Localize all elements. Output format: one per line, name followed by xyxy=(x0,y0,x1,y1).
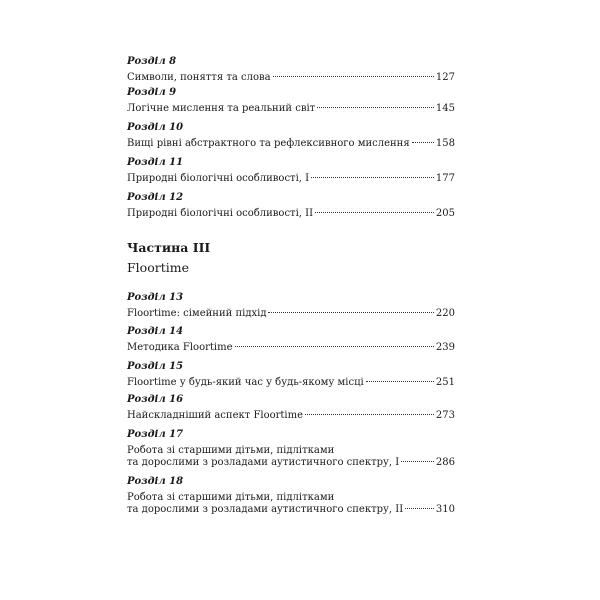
chapter-title: Природні біологічні особливості, II xyxy=(127,208,314,219)
dot-leader xyxy=(412,142,434,143)
chapter-title: Природні біологічні особливості, I xyxy=(127,173,310,184)
chapter-label: Розділ 16 xyxy=(127,394,184,405)
toc-entry xyxy=(127,292,455,320)
toc-entry xyxy=(127,157,455,185)
page-number: 273 xyxy=(435,410,455,421)
toc-entry xyxy=(127,56,455,84)
chapter-label: Розділ 9 xyxy=(127,87,177,98)
chapter-title-line[interactable]: Робота зі старшими дітьми, підлітками xyxy=(127,492,335,503)
toc-entry xyxy=(127,394,455,422)
chapter-label: Розділ 15 xyxy=(127,361,184,372)
dot-leader xyxy=(273,76,434,77)
toc-entry xyxy=(127,87,455,115)
chapter-title: Методика Floortime xyxy=(127,342,233,353)
toc-line[interactable] xyxy=(127,138,455,150)
chapter-title: Floortime: сімейний підхід xyxy=(127,308,267,319)
part-heading xyxy=(127,240,455,275)
toc-line[interactable] xyxy=(127,504,455,516)
chapter-label: Розділ 8 xyxy=(127,56,177,67)
chapter-title: Логічне мислення та реальний світ xyxy=(127,103,316,114)
toc-entry xyxy=(127,429,455,469)
chapter-title: та дорослими з розладами аутистичного спектру, II xyxy=(127,504,404,515)
toc-entry xyxy=(127,192,455,220)
toc-entry xyxy=(127,476,455,516)
page-number: 145 xyxy=(435,103,455,114)
toc-entry xyxy=(127,326,455,354)
chapter-title: Вищі рівні абстрактного та рефлексивного мислення xyxy=(127,138,410,149)
toc-line[interactable] xyxy=(127,103,455,115)
toc-line[interactable] xyxy=(127,410,455,422)
dot-leader xyxy=(268,312,433,313)
page-number: 220 xyxy=(435,308,455,319)
dot-leader xyxy=(317,107,434,108)
toc-line[interactable] xyxy=(127,72,455,84)
chapter-title-line[interactable]: Робота зі старшими дітьми, підлітками xyxy=(127,445,335,456)
chapter-label: Розділ 18 xyxy=(127,476,184,487)
chapter-label: Розділ 10 xyxy=(127,122,184,133)
page-number: 205 xyxy=(435,208,455,219)
toc-line[interactable] xyxy=(127,342,455,354)
toc-line[interactable] xyxy=(127,208,455,220)
dot-leader xyxy=(235,346,434,347)
toc-line[interactable] xyxy=(127,308,455,320)
page-number: 177 xyxy=(435,173,455,184)
chapter-label: Розділ 11 xyxy=(127,157,184,168)
page-number: 286 xyxy=(435,457,455,468)
chapter-title: Найскладніший аспект Floortime xyxy=(127,410,304,421)
toc-line[interactable] xyxy=(127,173,455,185)
dot-leader xyxy=(401,461,434,462)
dot-leader xyxy=(405,508,434,509)
chapter-title: та дорослими з розладами аутистичного спектру, I xyxy=(127,457,400,468)
chapter-label: Розділ 13 xyxy=(127,292,184,303)
chapter-label: Розділ 12 xyxy=(127,192,184,203)
dot-leader xyxy=(311,177,434,178)
chapter-title: Символи, поняття та слова xyxy=(127,72,271,83)
page-number: 239 xyxy=(435,342,455,353)
page-number: 158 xyxy=(435,138,455,149)
part-subtitle: Floortime xyxy=(127,260,189,275)
part-title: Частина III xyxy=(127,240,211,255)
chapter-label: Розділ 17 xyxy=(127,429,184,440)
dot-leader xyxy=(305,414,434,415)
toc-line[interactable] xyxy=(127,377,455,389)
toc-entry xyxy=(127,361,455,389)
toc-line[interactable] xyxy=(127,457,455,469)
dot-leader xyxy=(366,381,434,382)
chapter-title: Floortime у будь-який час у будь-якому місці xyxy=(127,377,364,388)
page-number: 127 xyxy=(435,72,455,83)
chapter-label: Розділ 14 xyxy=(127,326,184,337)
toc-entry xyxy=(127,122,455,150)
page-number: 310 xyxy=(435,504,455,515)
dot-leader xyxy=(315,212,434,213)
page-number: 251 xyxy=(435,377,455,388)
